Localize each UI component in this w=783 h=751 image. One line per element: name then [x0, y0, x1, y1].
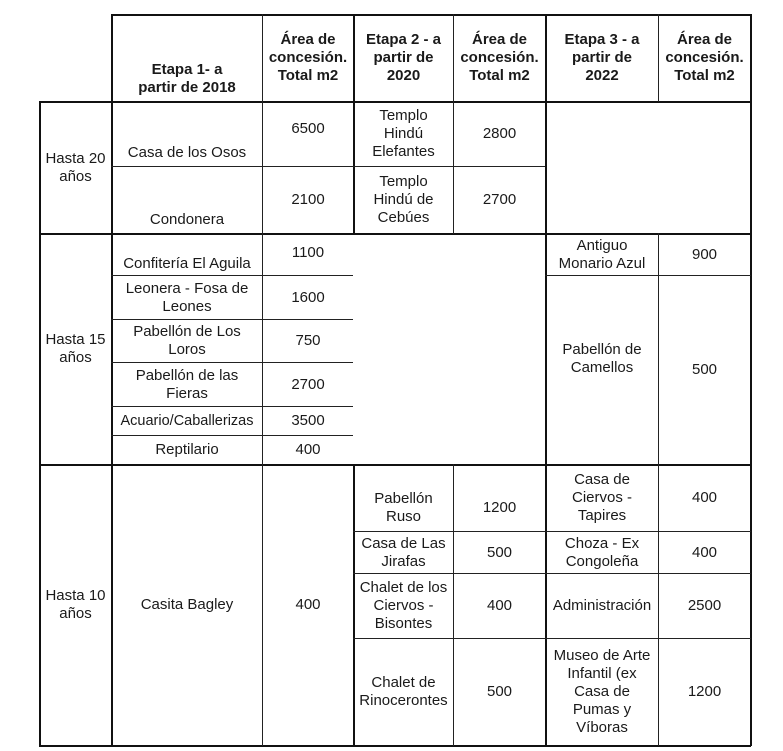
- table-cell: Confitería El Aguila: [123, 255, 251, 272]
- table-cell: 1100: [291, 244, 325, 261]
- table-cell: 900: [691, 245, 718, 263]
- table-cell: 6500: [291, 120, 325, 137]
- table-cell: Casa de Ciervos - Tapires: [571, 471, 632, 524]
- table-cell: Antiguo Monario Azul: [558, 236, 646, 272]
- table-cell: 400: [691, 489, 718, 506]
- table-cell: 2100: [291, 191, 325, 208]
- table-bottom-border: [39, 745, 751, 747]
- table-cell: Chalet de los Ciervos - Bisontes: [359, 579, 448, 632]
- table-cell: Pabellón Ruso: [374, 490, 433, 525]
- table-cell: 400: [295, 596, 321, 613]
- table-cell: Museo de Arte Infantil (ex Casa de Pumas y Víboras: [553, 647, 651, 736]
- table-cell: Pabellón de Camellos: [562, 341, 642, 376]
- table-cell: Casita Bagley: [140, 596, 234, 613]
- table-cell: 2800: [482, 125, 517, 142]
- group-10-years: Hasta 10 años: [45, 587, 106, 622]
- header-stage3: Etapa 3 - a partir de 2022: [564, 31, 640, 84]
- table-cell: Administración: [552, 597, 652, 614]
- table-cell: Choza - Ex Congoleña: [564, 534, 640, 570]
- header-stage2: Etapa 2 - a partir de 2020: [365, 31, 442, 84]
- table-cell: 500: [486, 683, 513, 700]
- header-stage1: Etapa 1- a partir de 2018: [138, 61, 236, 96]
- table-right-border: [750, 14, 752, 746]
- table-cell: Casa de los Osos: [127, 144, 247, 161]
- table-cell: 1600: [291, 288, 325, 306]
- table-cell: 750: [295, 332, 321, 349]
- table-cell: 400: [486, 597, 513, 614]
- table-cell: 1200: [482, 499, 517, 516]
- table-cell: 500: [691, 361, 718, 378]
- table-cell: 500: [486, 543, 513, 561]
- table-cell: 400: [295, 441, 321, 458]
- table-cell: Templo Hindú Elefantes: [372, 107, 435, 160]
- table-cell: Pabellón de Los Loros: [133, 323, 241, 358]
- table-cell: Templo Hindú de Cebúes: [373, 173, 434, 226]
- header-area3: Área de concesión. Total m2: [665, 31, 744, 84]
- group-20-years: Hasta 20 años: [45, 149, 106, 185]
- table-cell: Pabellón de las Fieras: [135, 366, 239, 402]
- table-cell: Chalet de Rinocerontes: [359, 674, 448, 709]
- table-cell: 2700: [482, 191, 517, 208]
- table-cell: Leonera - Fosa de Leones: [125, 279, 249, 315]
- table-cell: Casa de Las Jirafas: [361, 534, 446, 570]
- header-area1: Área de concesión. Total m2: [268, 31, 348, 84]
- table-cell: 2700: [291, 375, 325, 393]
- table-cell: 1200: [687, 683, 722, 700]
- table-cell: 2500: [687, 597, 722, 614]
- header-area2: Área de concesión. Total m2: [460, 31, 539, 84]
- table-cell: Reptilario: [155, 441, 219, 458]
- group-15-years: Hasta 15 años: [45, 331, 106, 366]
- table-cell: Condonera: [149, 211, 225, 228]
- table-cell: 3500: [291, 412, 325, 429]
- table-cell: 400: [691, 543, 718, 561]
- table-cell: Acuario/Caballerizas: [120, 413, 254, 429]
